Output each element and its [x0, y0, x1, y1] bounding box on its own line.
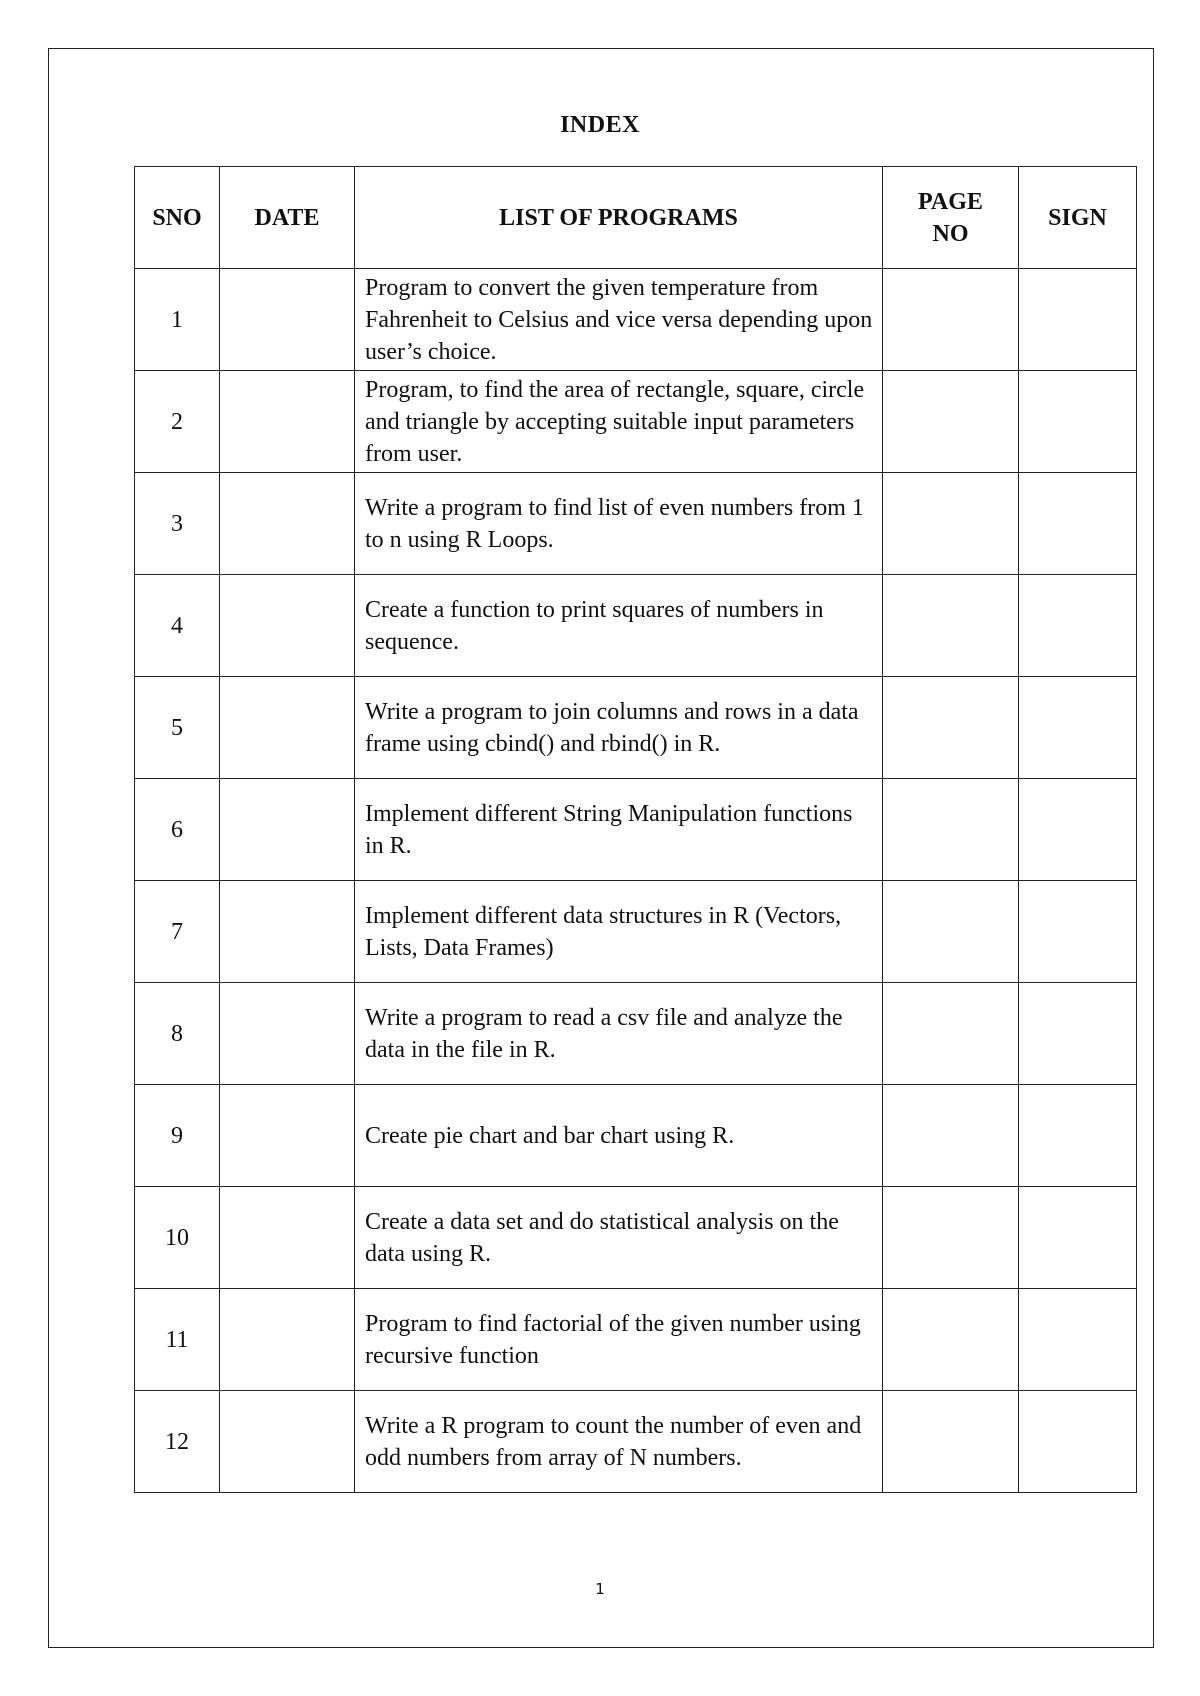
table-row [135, 1391, 1137, 1493]
table-row [135, 779, 1137, 881]
table-row [135, 269, 1137, 371]
table-row [135, 473, 1137, 575]
row-sno: 11 [135, 1289, 220, 1391]
table-header-row [135, 167, 1137, 269]
row-date [220, 983, 355, 1085]
row-sno: 4 [135, 575, 220, 677]
row-sno: 9 [135, 1085, 220, 1187]
row-program: Create a function to print squares of numbers in sequence. [355, 575, 883, 677]
table-row [135, 1187, 1137, 1289]
row-sno: 5 [135, 677, 220, 779]
table-row [135, 677, 1137, 779]
row-page-no [883, 1085, 1019, 1187]
row-date [220, 1289, 355, 1391]
header-page-no-label: PAGE NO [918, 188, 983, 247]
row-page-no [883, 1187, 1019, 1289]
page-number: 1 [595, 1580, 605, 1598]
table-row [135, 1289, 1137, 1391]
row-sign [1019, 983, 1137, 1085]
row-page-no [883, 371, 1019, 473]
header-date: DATE [220, 167, 355, 269]
row-program: Write a program to join columns and rows in a data frame using cbind() and rbind() in R. [355, 677, 883, 779]
table-row [135, 371, 1137, 473]
row-program: Program, to find the area of rectangle, square, circle and triangle by accepting suitable input parameters from user. [355, 371, 883, 473]
row-sign [1019, 1289, 1137, 1391]
row-date [220, 575, 355, 677]
row-date [220, 269, 355, 371]
index-table [134, 166, 1137, 1493]
row-sno: 3 [135, 473, 220, 575]
row-sno: 8 [135, 983, 220, 1085]
row-page-no [883, 983, 1019, 1085]
row-sno: 12 [135, 1391, 220, 1493]
page-title: INDEX [560, 112, 640, 138]
row-sno: 1 [135, 269, 220, 371]
row-program: Write a program to read a csv file and analyze the data in the file in R. [355, 983, 883, 1085]
row-date [220, 677, 355, 779]
row-page-no [883, 575, 1019, 677]
row-sno: 10 [135, 1187, 220, 1289]
row-sno: 6 [135, 779, 220, 881]
row-program: Write a program to find list of even numbers from 1 to n using R Loops. [355, 473, 883, 575]
row-program: Create pie chart and bar chart using R. [355, 1085, 883, 1187]
row-date [220, 1187, 355, 1289]
row-date [220, 1085, 355, 1187]
row-sign [1019, 779, 1137, 881]
row-sign [1019, 1187, 1137, 1289]
row-program: Implement different String Manipulation functions in R. [355, 779, 883, 881]
row-sno: 2 [135, 371, 220, 473]
row-page-no [883, 779, 1019, 881]
row-sign [1019, 473, 1137, 575]
row-page-no [883, 473, 1019, 575]
table-row [135, 1085, 1137, 1187]
row-sno: 7 [135, 881, 220, 983]
row-program: Program to find factorial of the given number using recursive function [355, 1289, 883, 1391]
table-row [135, 575, 1137, 677]
row-program: Create a data set and do statistical analysis on the data using R. [355, 1187, 883, 1289]
row-date [220, 371, 355, 473]
row-date [220, 881, 355, 983]
header-programs: LIST OF PROGRAMS [355, 167, 883, 269]
row-sign [1019, 269, 1137, 371]
row-sign [1019, 1391, 1137, 1493]
table-row [135, 881, 1137, 983]
row-sign [1019, 677, 1137, 779]
row-sign [1019, 881, 1137, 983]
row-sign [1019, 371, 1137, 473]
header-sign: SIGN [1019, 167, 1137, 269]
table-row [135, 983, 1137, 1085]
row-page-no [883, 677, 1019, 779]
row-program: Program to convert the given temperature from Fahrenheit to Celsius and vice versa depending upon user’s choice. [355, 269, 883, 371]
row-sign [1019, 575, 1137, 677]
header-sno: SNO [135, 167, 220, 269]
row-program: Implement different data structures in R (Vectors, Lists, Data Frames) [355, 881, 883, 983]
row-page-no [883, 881, 1019, 983]
row-date [220, 1391, 355, 1493]
row-page-no [883, 1391, 1019, 1493]
row-sign [1019, 1085, 1137, 1187]
header-page-no [883, 167, 1019, 269]
row-page-no [883, 1289, 1019, 1391]
row-program: Write a R program to count the number of even and odd numbers from array of N numbers. [355, 1391, 883, 1493]
row-page-no [883, 269, 1019, 371]
row-date [220, 473, 355, 575]
row-date [220, 779, 355, 881]
